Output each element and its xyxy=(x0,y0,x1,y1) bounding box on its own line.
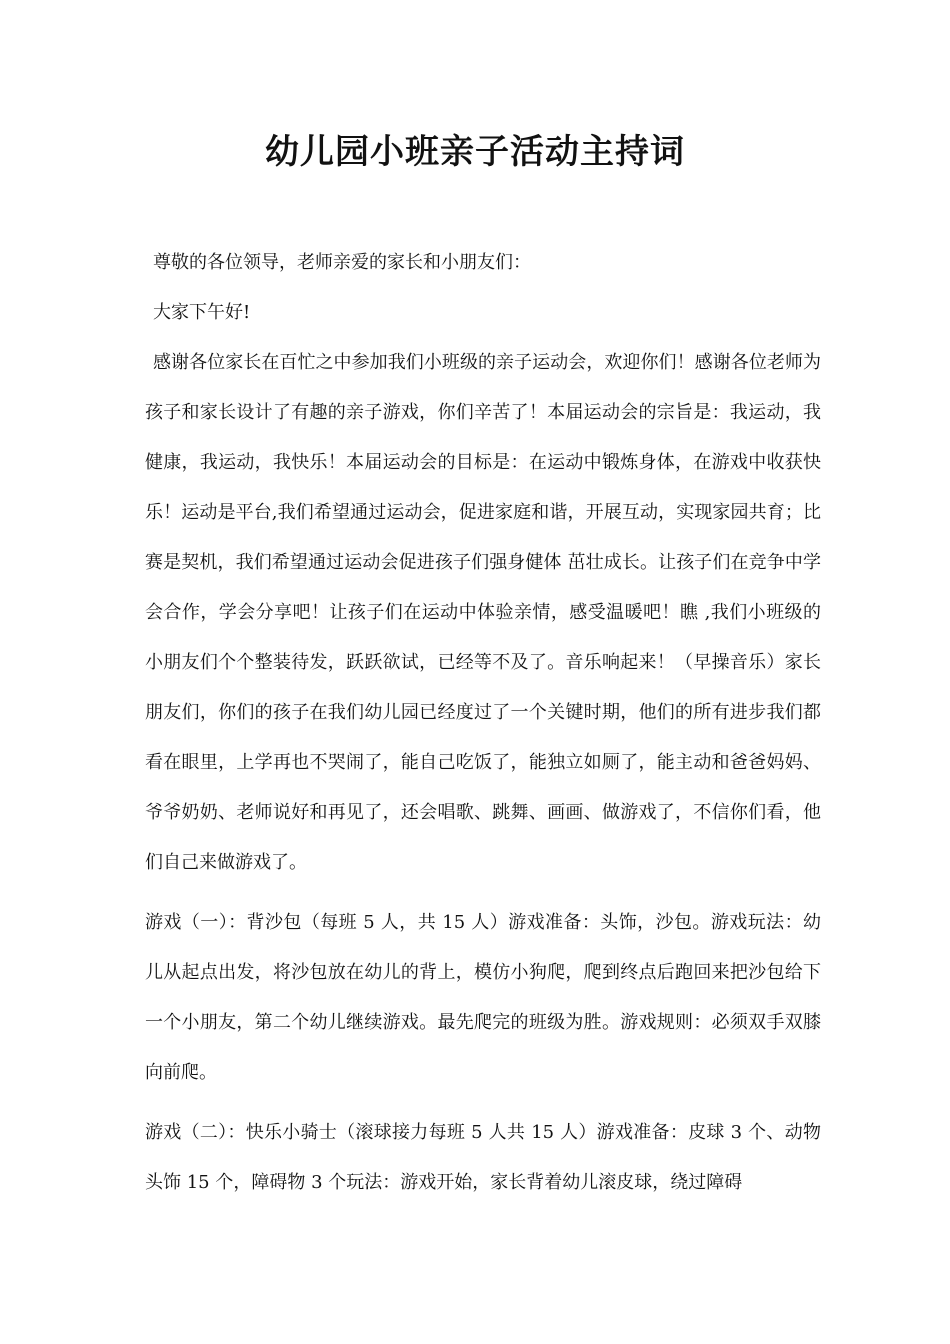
greeting-paragraph: 尊敬的各位领导，老师亲爱的家长和小朋友们： xyxy=(153,252,531,273)
speech-paragraph: 感谢各位家长在百忙之中参加我们小班级的亲子运动会，欢迎你们！感谢各位老师为孩子和家长设计了有趣的亲子游戏，你们辛苦了！本届运动会的宗旨是：我运动，我健康，我运动，我快乐！本届运动会的目标是：在运动中锻炼身体，在游戏中收获快乐！运动是平台,我们希望通过运动会，促进家庭和谐，开展互动，实现家园共育；比赛是契机，我们希望通过运动会促进孩子们强身健体 茁壮成长。让孩子们在竞争中学会合作，学会分享吧！让孩子们在运动中体验亲情，感受温暖吧！瞧 ,我们小班级的小朋友们个个整装待发，跃跃欲试，已经等不及了。音乐响起来！（早操音乐）家长朋友们，你们的孩子在我们幼儿园已经度过了一个关键时期，他们的所有进步我们都看在眼里，上学再也不哭闹了，能自己吃饭了，能独立如厕了，能主动和爸爸妈妈、爷爷奶奶、老师说好和再见了，还会唱歌、跳舞、画画、做游戏了，不信你们看，他们自己来做游戏了。 xyxy=(145,352,821,873)
document-title: 幼儿园小班亲子活动主持词 xyxy=(265,132,685,172)
game-two-paragraph: 游戏（二）：快乐小骑士（滚球接力每班 5 人共 15 人）游戏准备：皮球 3 个、动物头饰 15 个，障碍物 3 个玩法：游戏开始，家长背着幼儿滚皮球，绕过障碍 xyxy=(145,1122,821,1193)
document-body xyxy=(145,248,821,1228)
game-one-paragraph: 游戏（一）：背沙包（每班 5 人，共 15 人）游戏准备：头饰，沙包。游戏玩法：幼儿从起点出发，将沙包放在幼儿的背上，模仿小狗爬，爬到终点后跑回来把沙包给下一个小朋友，第二个幼儿继续游戏。最先爬完的班级为胜。游戏规则：必须双手双膝向前爬。 xyxy=(145,912,821,1083)
salutation-paragraph: 大家下午好! xyxy=(153,302,251,323)
